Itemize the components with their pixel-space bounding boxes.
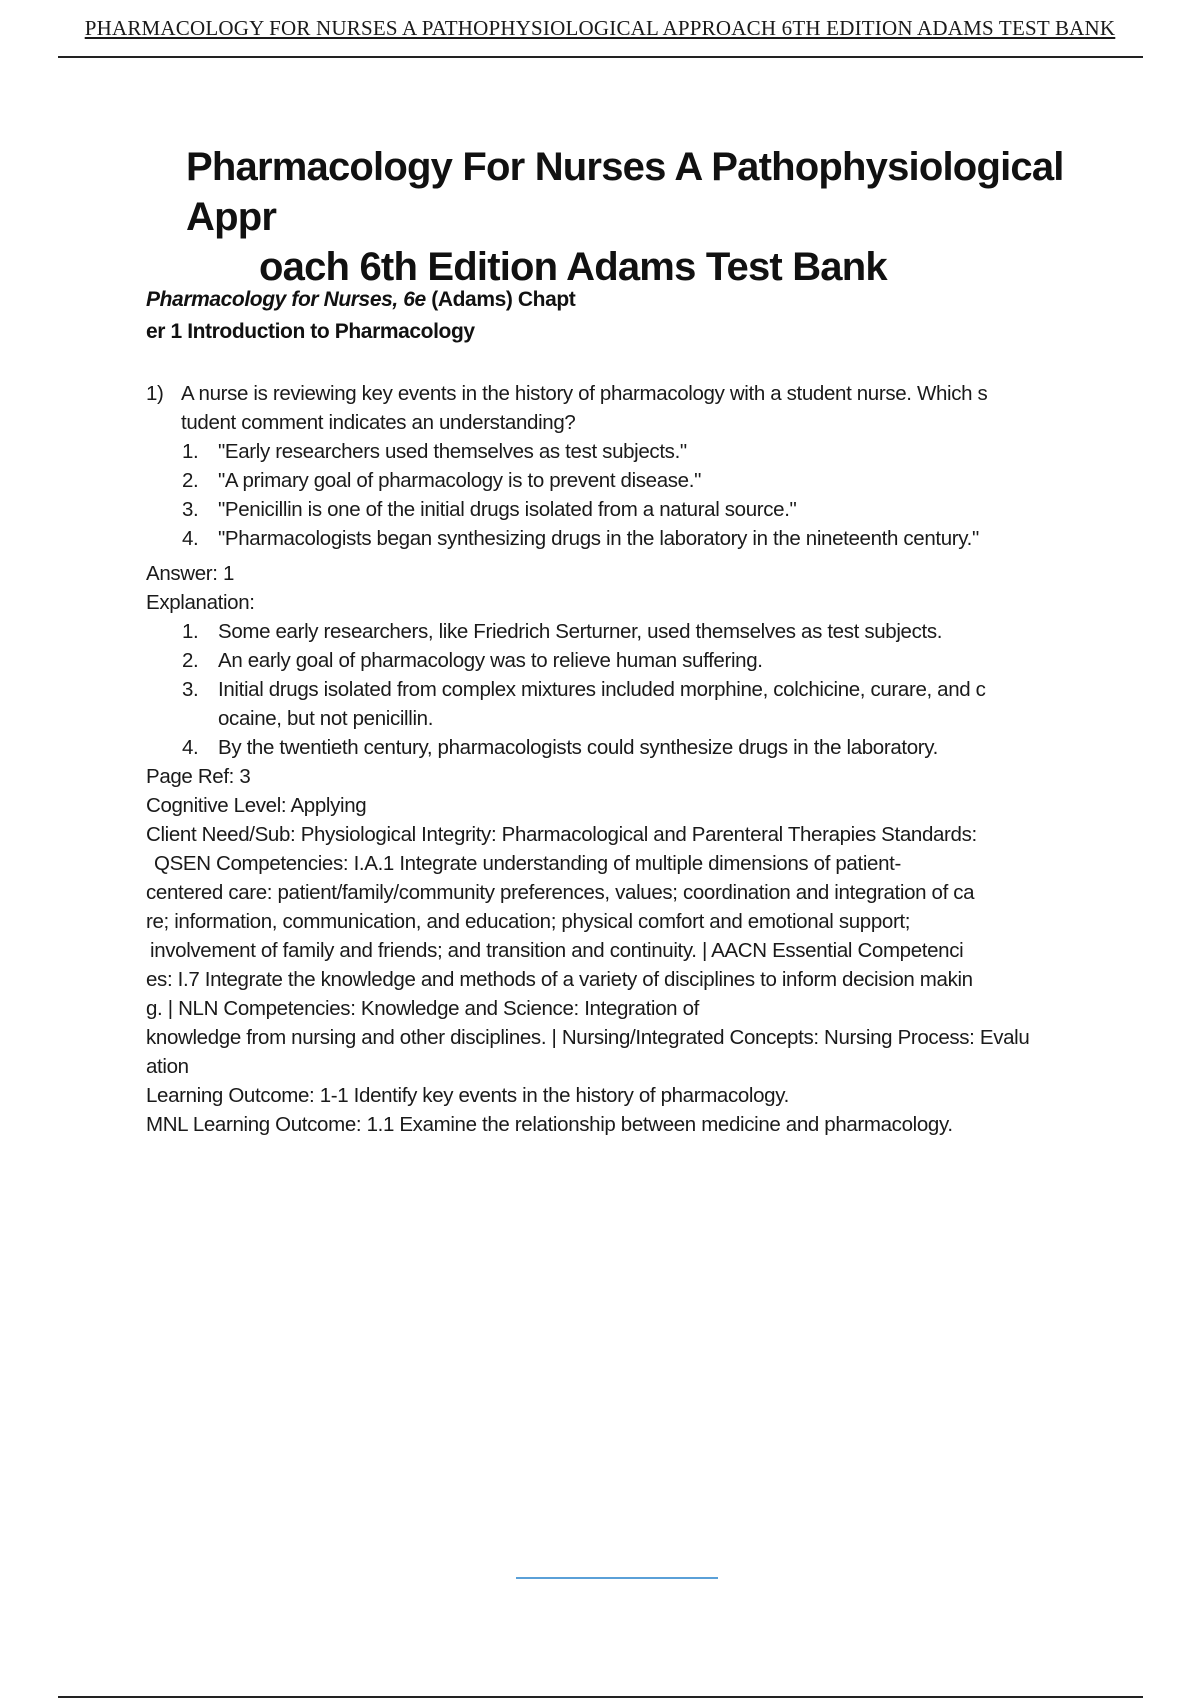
explanation-number: 2. (182, 649, 199, 672)
explanation-text: By the twentieth century, pharmacologists could synthesize drugs in the laboratory. (218, 736, 938, 759)
explanation-item (146, 646, 1126, 675)
learning-outcome: Learning Outcome: 1-1 Identify key events in the history of pharmacology. (146, 1084, 789, 1107)
footer-rule (58, 1696, 1143, 1698)
explanation-item (146, 733, 1126, 762)
answer-option (146, 495, 1106, 524)
client-need-line: es: I.7 Integrate the knowledge and methods of a variety of disciplines to inform decision makin (146, 968, 973, 991)
chapter-line-2: er 1 Introduction to Pharmacology (146, 320, 475, 343)
client-need-line: re; information, communication, and education; physical comfort and emotional support; (146, 910, 911, 933)
cognitive-level: Cognitive Level: Applying (146, 794, 367, 817)
answer-option (146, 524, 1106, 553)
decorative-blue-rule (516, 1577, 718, 1579)
client-need-line: g. | NLN Competencies: Knowledge and Science: Integration of (146, 997, 699, 1020)
question-stem (146, 379, 1106, 437)
answer-option (146, 437, 1106, 466)
answer-options (146, 437, 1106, 553)
book-title: Pharmacology for Nurses, 6e (146, 288, 426, 311)
chapter-heading (146, 284, 846, 348)
answer-line: Answer: 1 (146, 562, 234, 585)
question-block (146, 379, 1106, 553)
option-text: "Pharmacologists began synthesizing drugs in the laboratory in the nineteenth century." (218, 527, 979, 550)
explanation-number: 3. (182, 678, 199, 701)
explanation-text: An early goal of pharmacology was to relieve human suffering. (218, 649, 763, 672)
question-stem-line-1: A nurse is reviewing key events in the history of pharmacology with a student nurse. Which s (181, 382, 988, 405)
answer-details (146, 559, 1126, 1139)
document-title (186, 142, 1146, 292)
option-text: "Penicillin is one of the initial drugs isolated from a natural source." (218, 498, 797, 521)
explanation-list (146, 617, 1126, 762)
explanation-number: 1. (182, 620, 199, 643)
client-need-line: ation (146, 1055, 189, 1078)
client-need-line: involvement of family and friends; and transition and continuity. | AACN Essential Competenci (150, 939, 964, 962)
chapter-line-1-rest: (Adams) Chapt (425, 288, 576, 311)
explanation-item (146, 617, 1126, 646)
option-number: 1. (182, 440, 199, 463)
header-rule (58, 56, 1143, 58)
running-header: PHARMACOLOGY FOR NURSES A PATHOPHYSIOLOGICAL APPROACH 6TH EDITION ADAMS TEST BANK (84, 16, 1116, 40)
explanation-number: 4. (182, 736, 199, 759)
option-number: 2. (182, 469, 199, 492)
title-line-1: Pharmacology For Nurses A Pathophysiological Appr (186, 145, 1064, 239)
answer-option (146, 466, 1106, 495)
explanation-item (146, 675, 1126, 733)
question-stem-line-2: tudent comment indicates an understanding? (181, 411, 576, 434)
option-number: 3. (182, 498, 199, 521)
title-line-2: oach 6th Edition Adams Test Bank (259, 245, 887, 289)
option-text: "A primary goal of pharmacology is to prevent disease." (218, 469, 702, 492)
client-need-line: QSEN Competencies: I.A.1 Integrate understanding of multiple dimensions of patient- (154, 852, 901, 875)
explanation-text: Some early researchers, like Friedrich Serturner, used themselves as test subjects. (218, 620, 943, 643)
option-text: "Early researchers used themselves as test subjects." (218, 440, 687, 463)
explanation-text-continued: ocaine, but not penicillin. (218, 707, 434, 730)
option-number: 4. (182, 527, 199, 550)
client-need-line: knowledge from nursing and other disciplines. | Nursing/Integrated Concepts: Nursing Process: Evalu (146, 1026, 1030, 1049)
page-ref: Page Ref: 3 (146, 765, 251, 788)
explanation-label: Explanation: (146, 591, 255, 614)
mnl-learning-outcome: MNL Learning Outcome: 1.1 Examine the relationship between medicine and pharmacology. (146, 1113, 953, 1136)
client-need-line: Client Need/Sub: Physiological Integrity: Pharmacological and Parenteral Therapies Standards: (146, 823, 977, 846)
question-number: 1) (146, 382, 164, 405)
explanation-text: Initial drugs isolated from complex mixtures included morphine, colchicine, curare, and c (218, 678, 986, 701)
client-need-line: centered care: patient/family/community preferences, values; coordination and integration of ca (146, 881, 975, 904)
